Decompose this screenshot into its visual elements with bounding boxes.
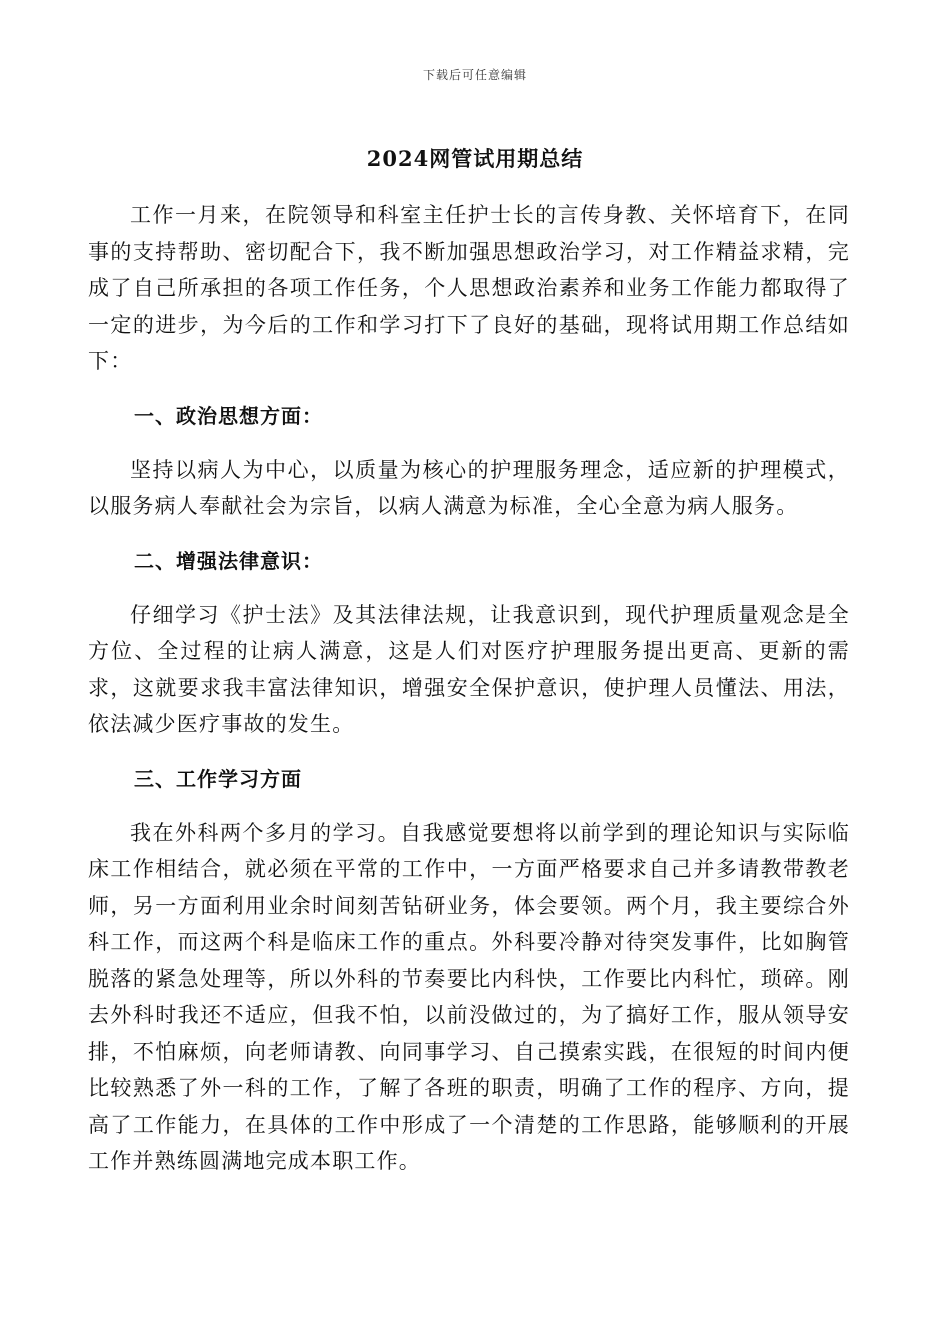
section-heading-work-study: 三、工作学习方面 bbox=[134, 766, 302, 791]
section-heading-law: 二、增强法律意识： bbox=[134, 548, 323, 573]
document-title: 2024网管试用期总结 bbox=[366, 146, 584, 171]
section-body-work-study: 我在外科两个多月的学习。自我感觉要想将以前学到的理论知识与实际临床工作相结合，就必须在平常的工作中，一方面严格要求自己并多请教带教老师，另一方面利用业余时间刻苦钻研业务，体会要领。两个月，我主要综合外科工作，而这两个科是临床工作的重点。外科要冷静对待突发事件，比如胸管脱落的紧急处理等，所以外科的节奏要比内科快，工作要比内科忙，琐碎。刚去外科时我还不适应，但我不怕，以前没做过的，为了搞好工作，服从领导安排，不怕麻烦，向老师请教、向同事学习、自己摸索实践，在很短的时间内便比较熟悉了外一科的工作，了解了各班的职责，明确了工作的程序、方向，提高了工作能力，在具体的工作中形成了一个清楚的工作思路，能够顺利的开展工作并熟练圆满地完成本职工作。 bbox=[88, 820, 850, 1173]
header-note: 下载后可任意编辑 bbox=[422, 68, 527, 82]
section-body-politics: 坚持以病人为中心，以质量为核心的护理服务理念，适应新的护理模式，以服务病人奉献社会为宗旨，以病人满意为标准，全心全意为病人服务。 bbox=[88, 457, 850, 518]
document-body bbox=[88, 197, 850, 1180]
section-body-law: 仔细学习《护士法》及其法律法规，让我意识到，现代护理质量观念是全方位、全过程的让病人满意，这是人们对医疗护理服务提出更高、更新的需求，这就要求我丰富法律知识，增强安全保护意识，使护理人员懂法、用法，依法减少医疗事故的发生。 bbox=[88, 602, 850, 736]
intro-paragraph: 工作一月来，在院领导和科室主任护士长的言传身教、关怀培育下，在同事的支持帮助、密切配合下，我不断加强思想政治学习，对工作精益求精，完成了自己所承担的各项工作任务，个人思想政治素养和业务工作能力都取得了一定的进步，为今后的工作和学习打下了良好的基础，现将试用期工作总结如下： bbox=[88, 203, 850, 373]
section-heading-politics: 一、政治思想方面： bbox=[134, 403, 323, 428]
